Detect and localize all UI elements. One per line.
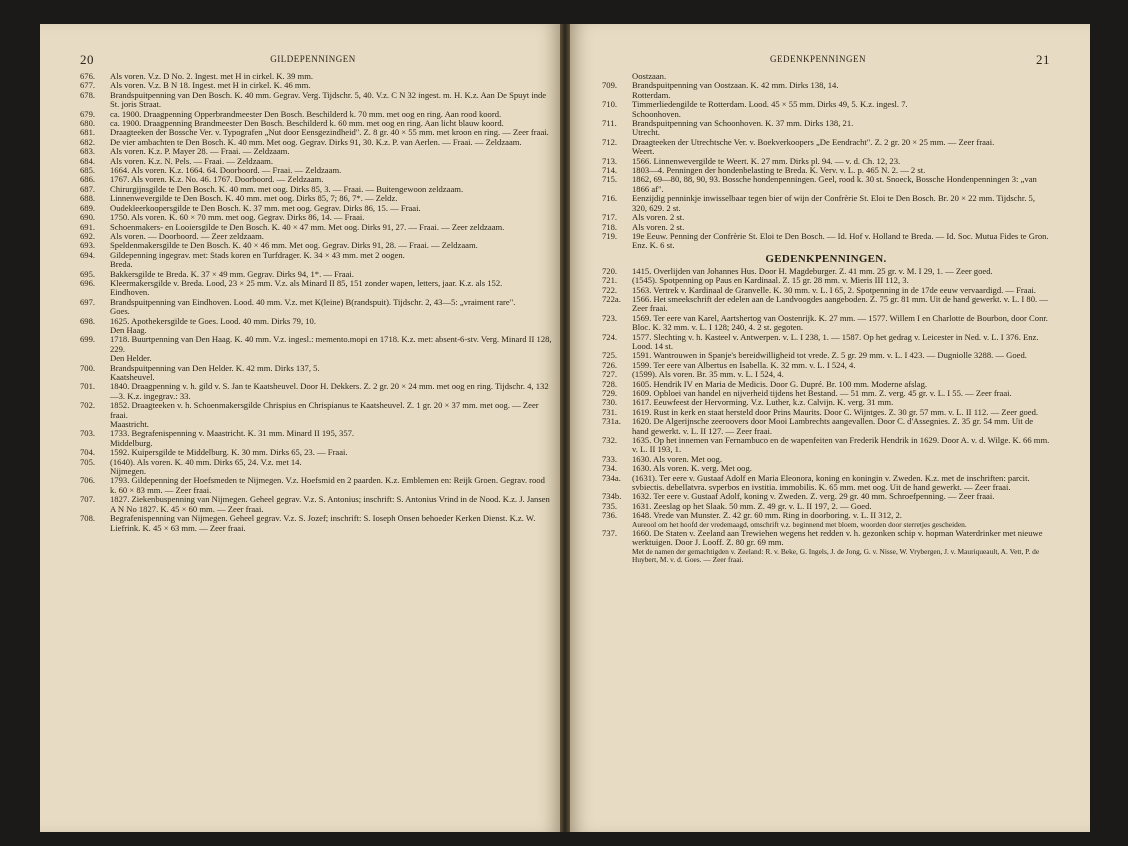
entry-text: 1566. Het smeekschrift der edelen aan de Landvoogdes aangeboden. Z. 75 gr. 81 mm. Uit de hand gewerkt. v. L. I 80. — Zeer fraai.	[632, 293, 1048, 314]
entry-number: 684.	[80, 155, 96, 166]
entry-number: 724.	[602, 331, 618, 342]
entry-number: 691.	[80, 221, 96, 232]
entry-number: 681.	[80, 127, 96, 138]
entry-text: 1840. Draagpenning v. h. gild v. S. Jan te Kaatsheuvel. Door H. Dekkers. Z. 2 gr. 20 × 24 mm. met oog en ring. Tijdschr. 4, 132—3. K.z. ingegrav.: 33.	[110, 381, 549, 401]
entry-text: Chirurgijnsgilde te Den Bosch. K. 40 mm. met oog. Dirks 85, 3. — Fraai. — Buitengewoon zeldzaam.	[110, 183, 464, 194]
entry-text: 1605. Hendrik IV en Maria de Medicis. Door G. Dupré. Br. 100 mm. Moderne afslag.	[632, 378, 928, 389]
entry-text: 1827. Ziekenbuspenning van Nijmegen. Geheel gegrav. V.z. S. Antonius; inschrift: S. Antonius Vrind in de Nood. K.z. J. Jansen A N No 1827. K. 45 × 60 mm. — Zeer fraai.	[110, 494, 550, 514]
entry-text: De vier ambachten te Den Bosch. K. 40 mm. Met oog. Gegrav. Dirks 91, 30. K.z. P. van Aerlen. — Fraai. — Zeldzaam.	[110, 136, 522, 147]
entry-text: 1577. Slechting v. h. Kasteel v. Antwerpen. v. L. I 238, 1. — 1587. Op het gedrag v. Leicester in Ned. v. L. I 376. Enz. Lood. 14 st.	[632, 331, 1039, 351]
place-heading: Den Haag.	[110, 324, 147, 335]
entry-text: 1619. Rust in kerk en staat hersteld door Prins Maurits. Door C. Wijntges. Z. 30 gr. 57 mm. v. L. II 112. — Zeer goed.	[632, 406, 1039, 417]
place-heading: Rotterdam.	[632, 89, 671, 100]
catalog-entry	[602, 138, 1050, 147]
catalog-entry	[602, 333, 1050, 352]
entry-number: 722a.	[602, 293, 621, 304]
entry-number: 695.	[80, 268, 96, 279]
catalog-entry	[602, 295, 1050, 314]
entry-text: 1648. Vrede van Munster. Z. 42 gr. 60 mm. Ring in doorboring. v. L. II 312, 2.	[632, 510, 902, 521]
place-heading: Oostzaan.	[632, 71, 667, 81]
entry-number: 722.	[602, 284, 618, 295]
left-running-title: GILDEPENNINGEN	[270, 54, 356, 64]
place-heading: Kaatsheuvel.	[110, 372, 155, 382]
entry-text: Speldenmakersgilde te Den Bosch. K. 40 × 46 mm. Met oog. Gegrav. Dirks 91, 28. — Fraai. — Zeldzaam.	[110, 240, 478, 251]
catalog-entry	[80, 382, 552, 401]
entry-number: 718.	[602, 221, 618, 232]
entry-number: 711.	[602, 118, 617, 129]
entry-text: Draagteeken der Utrechtsche Ver. v. Boekverkoopers „De Eendracht". Z. 2 gr. 20 × 25 mm. — Zeer fraai.	[632, 136, 995, 147]
entry-number: 734b.	[602, 491, 622, 502]
entry-text: Als voren. — Doorboord. — Zeer zeldzaam.	[110, 230, 264, 241]
entry-text: Timmerliedengilde te Rotterdam. Lood. 45 × 55 mm. Dirks 49, 5. K.z. ingesl. 7.	[632, 99, 908, 110]
entry-text: Eenzijdig penninkje inwisselbaar tegen bier of wijn der Confrèrie St. Eloi te Den Bosch. Br. 20 × 22 mm. Tijdschr. 5, 320, 629. 2 st.	[632, 193, 1035, 213]
entry-text: Als voren. K.z. P. Mayer 28. — Fraai. — Zeldzaam.	[110, 146, 290, 157]
entry-text: 1793. Gildepenning der Hoefsmeden te Nijmegen. V.z. Hoefsmid en 2 paarden. K.z. Emblemen en: Reijk Groen. Gegrav. rood k. 60 × 83 mm. — Zeer fraai.	[110, 475, 545, 495]
entry-number: 721.	[602, 275, 618, 286]
catalog-entry	[602, 81, 1050, 90]
entry-number: 705.	[80, 456, 96, 467]
entry-number: 703.	[80, 428, 96, 439]
entry-text: Brandspuitpenning van Eindhoven. Lood. 40 mm. V.z. met K(leine) B(randspuit). Tijdschr. 2, 43—5: „vraiment rare".	[110, 296, 516, 307]
entry-number: 710.	[602, 99, 618, 110]
entry-number: 730.	[602, 397, 618, 408]
entry-text: ca. 1900. Draagpenning Opperbrandmeester Den Bosch. Beschilderd k. 70 mm. met oog en ring. Aan rood koord.	[110, 108, 502, 119]
entry-text: 1631. Zeeslag op het Slaak. 50 mm. Z. 49 gr. v. L. II 197, 2. — Goed.	[632, 500, 872, 511]
entry-number: 715.	[602, 174, 618, 185]
entry-number: 708.	[80, 513, 96, 524]
entry-text: Kleermakersgilde v. Breda. Lood, 23 × 25 mm. V.z. als Minard II 85, 151 zonder wapen, letters, jaar. K.z. als 152.	[110, 277, 503, 288]
catalog-entry	[602, 100, 1050, 109]
left-page	[40, 24, 560, 832]
entry-number: 726.	[602, 359, 618, 370]
entry-number: 714.	[602, 165, 618, 176]
entry-number: 712.	[602, 136, 618, 147]
place-heading: Utrecht.	[632, 127, 660, 138]
entry-text: 1599. Ter eere van Albertus en Isabella. K. 32 mm. v. L. I 524, 4.	[632, 359, 856, 370]
entry-number: 713.	[602, 155, 618, 166]
entry-number: 720.	[602, 265, 618, 276]
right-page-body	[602, 72, 1050, 826]
catalog-entry	[602, 119, 1050, 128]
catalog-entry	[602, 175, 1050, 194]
entry-number: 737.	[602, 527, 618, 538]
entry-text: 1750. Als voren. K. 60 × 70 mm. met oog. Gegrav. Dirks 86, 14. — Fraai.	[110, 212, 365, 223]
entry-text: 1592. Kuipersgilde te Middelburg. K. 30 mm. Dirks 65, 23. — Fraai.	[110, 447, 348, 458]
catalog-entry	[602, 511, 1050, 529]
entry-text: 1862, 69—80, 88, 90, 93. Bossche hondenpenningen. Geel, rood k. 30 st. Snoeck, Bossche Hondenpenningen 3: „van 1866 af".	[632, 174, 1037, 194]
entry-number: 723.	[602, 312, 618, 323]
entry-number: 698.	[80, 315, 96, 326]
entry-text: Als voren. K.z. N. Pels. — Fraai. — Zeldzaam.	[110, 155, 274, 166]
entry-text: 1803—4. Penningen der hondenbelasting te Breda. K. Verv. v. L. p. 465 N. 2. — 2 st.	[632, 165, 926, 176]
entry-text: 1617. Eeuwfeest der Hervorming. V.z. Luther, k.z. Calvijn. K. verg. 31 mm.	[632, 397, 894, 408]
entry-number: 729.	[602, 388, 618, 398]
entry-text: Als voren. V.z. B N 18. Ingest. met H in cirkel. K. 46 mm.	[110, 80, 311, 91]
catalog-entry	[602, 436, 1050, 455]
catalog-entry	[602, 194, 1050, 213]
entry-text: 1718. Buurtpenning van Den Haag. K. 40 mm. V.z. ingesl.: memento.mopi en 1718. K.z. met: absent-6-stv. Verg. Minard II 128, 229.	[110, 334, 552, 354]
entry-number: 696.	[80, 277, 96, 288]
section-heading: GEDENKPENNINGEN.	[765, 252, 887, 265]
entry-text: 1630. Als voren. Met oog.	[632, 453, 722, 464]
entry-text: Schoenmakers- en Looiersgilde te Den Bosch. K. 40 × 47 mm. Met oog. Dirks 91, 27. — Fraai. — Zeer zeldzaam.	[110, 221, 505, 232]
entry-number: 686.	[80, 174, 96, 185]
entry-number: 702.	[80, 400, 96, 411]
entry-number: 694.	[80, 249, 96, 260]
right-page-header	[586, 54, 1050, 68]
catalog-entry	[80, 514, 552, 533]
catalog-entry	[80, 251, 552, 260]
catalog-entry	[602, 314, 1050, 333]
entry-text: Bakkersgilde te Breda. K. 37 × 49 mm. Gegrav. Dirks 94, 1*. — Fraai.	[110, 268, 354, 279]
entry-number: 700.	[80, 362, 96, 373]
entry-text: 1852. Draagteeken v. h. Schoenmakersgilde Chrispius en Chrispianus te Kaatsheuvel. Z. 1 gr. 20 × 37 mm. met oog. — Zeer fraai.	[110, 400, 539, 420]
catalog-entry	[80, 317, 552, 326]
entry-number: 679.	[80, 108, 96, 119]
catalog-entry	[80, 429, 552, 438]
entry-number: 706.	[80, 475, 96, 486]
entry-number: 731.	[602, 406, 618, 417]
entry-text: (1545). Spotpenning op Paus en Kardinaal. Z. 15 gr. 28 mm. v. Mieris III 112, 3.	[632, 275, 909, 286]
catalog-entry	[602, 474, 1050, 493]
catalog-entry	[80, 401, 552, 420]
entry-number: 736.	[602, 510, 618, 521]
left-page-number: 20	[80, 52, 94, 67]
entry-number: 687.	[80, 183, 96, 194]
entry-text: Brandspuitpenning van Oostzaan. K. 42 mm. Dirks 138, 14.	[632, 80, 839, 91]
entry-text: Brandspuitpenning van Den Bosch. K. 40 mm. Gegrav. Verg. Tijdschr. 5, 40. V.z. C N 32 ingest. m. H. K.z. Aan De Spuyt inde St. joris Straat.	[110, 89, 547, 110]
entry-text: Brandspuitpenning van Den Helder. K. 42 mm. Dirks 137, 5.	[110, 362, 320, 373]
entry-number: 685.	[80, 165, 96, 176]
entry-text: 1563. Vertrek v. Kardinaal de Granvelle. K. 30 mm. v. L. I 65, 2. Spotpenning in de 17de eeuw vervaardigd. — Fraai.	[632, 284, 1036, 295]
entry-number: 677.	[80, 80, 96, 91]
catalog-entry	[602, 417, 1050, 436]
entry-number: 704.	[80, 447, 96, 458]
entry-number: 683.	[80, 146, 96, 157]
entry-text: Brandspuitpenning van Schoonhoven. K. 37 mm. Dirks 138, 21.	[632, 118, 854, 129]
entry-text: Gildepenning ingegrav. met: Stads koren en Turfdrager. K. 34 × 43 mm. met 2 oogen.	[110, 249, 405, 260]
entry-text: Als voren. V.z. D No. 2. Ingest. met H in cirkel. K. 39 mm.	[110, 71, 314, 81]
entry-number: 725.	[602, 350, 618, 361]
entry-number: 727.	[602, 369, 618, 380]
catalog-entry	[80, 458, 552, 467]
left-page-header	[80, 54, 546, 68]
entry-text: 1660. De Staten v. Zeeland aan Trewiehen wegens het redden v. h. gezonken schip v. hopman Waterdrinker met nieuwe werktuigen. Door J. Looff. Z. 80 gr. 69 mm.	[632, 527, 1043, 548]
entry-number: 678.	[80, 89, 96, 100]
entry-text: (1631). Ter eere v. Gustaaf Adolf en Maria Eleonora, koning en koningin v. Zweden. K.z. met de inschriften: parcit. svbiectis. debellatvra. svperbos en ivstitia. immobilis. K. 65 mm. met oog. Uit de hand gewerkt. — Zeer fraai.	[632, 472, 1030, 493]
entry-note: Met de namen der gemachtigden v. Zeeland: R. v. Beke, G. Ingels, J. de Jong, G. v. Nisse, W. Vrybergen, J. v. Mauriqueault, A. Vett, P. de Huybert, M. v. d. Goes. — Zeer fraai.	[632, 546, 1040, 564]
entry-number: 716.	[602, 193, 618, 204]
place-heading: Middelburg.	[110, 437, 153, 448]
entry-number: 733.	[602, 453, 618, 464]
entry-number: 697.	[80, 296, 96, 307]
entry-number: 701.	[80, 381, 96, 392]
entry-text: 1733. Begrafenispenning v. Maastricht. K. 31 mm. Minard II 195, 357.	[110, 428, 355, 439]
entry-text: 1767. Als voren. K.z. No. 46. 1767. Doorboord. — Zeldzaam.	[110, 174, 324, 185]
entry-number: 728.	[602, 378, 618, 389]
entry-text: Linnenwevergilde te Den Bosch. K. 40 mm. met oog. Dirks 85, 7; 86, 7*. — Zeldz.	[110, 193, 398, 204]
right-page	[570, 24, 1090, 832]
entry-text: 1625. Apothekersgilde te Goes. Lood. 40 mm. Dirks 79, 10.	[110, 315, 316, 326]
entry-number: 735.	[602, 500, 618, 511]
entry-number: 682.	[80, 136, 96, 147]
entry-note: Aureool om het hoofd der vredemaagd, omschrift v.z. beginnend met bloem, woorden door sterretjes gescheiden.	[632, 519, 967, 529]
entry-text: 1415. Overlijden van Johannes Hus. Door H. Magdeburger. Z. 41 mm. 25 gr. v. M. I 29, 1. — Zeer goed.	[632, 265, 993, 276]
entry-number: 690.	[80, 212, 96, 223]
place-heading: Weert.	[632, 146, 655, 157]
entry-text: 1569. Ter eere van Karel, Aartshertog van Oostenrijk. K. 27 mm. — 1577. Willem I en Charlotte de Bourbon, door Conr. Bloc. K. 32 mm. v. L. I 128; 240, 4. 2 st. gegoten.	[632, 312, 1048, 333]
entry-number: 693.	[80, 240, 96, 251]
entry-text: Als voren. 2 st.	[632, 212, 685, 223]
entry-text: 19e Eeuw. Penning der Confrèrie St. Eloi te Den Bosch. — Id. Hof v. Holland te Breda. — Id. Soc. Mutua Fides te Gron. Enz. K. 6 st.	[632, 230, 1049, 251]
entry-text: Begrafenispenning van Nijmegen. Geheel gegrav. V.z. S. Jozef; inschrift: S. Ioseph Onsen behoeder Kerken Dienst. K.z. W. Liefrink. K. 45 × 63 mm. — Zeer fraai.	[110, 513, 536, 533]
place-heading: Maastricht.	[110, 419, 149, 430]
place-heading: Goes.	[110, 306, 130, 317]
catalog-entry	[602, 529, 1050, 564]
catalog-entry	[602, 232, 1050, 251]
catalog-entry	[80, 495, 552, 514]
entry-number: 734.	[602, 463, 618, 474]
catalog-entry	[80, 91, 552, 110]
entry-number: 680.	[80, 118, 96, 129]
place-heading: Eindhoven.	[110, 287, 150, 298]
entry-text: 1591. Wantrouwen in Spanje's bereidwilligheid tot vrede. Z. 5 gr. 29 mm. v. L. I 423. — Dugniolle 3288. — Goed.	[632, 350, 1027, 361]
right-page-number: 21	[1036, 52, 1050, 67]
entry-number: 732.	[602, 435, 618, 446]
catalog-entry	[80, 279, 552, 288]
entry-text: Oudekleerkoopersgilde te Den Bosch. K. 37 mm. met oog. Gegrav. Dirks 86, 15. — Fraai.	[110, 202, 421, 213]
catalog-entry	[80, 476, 552, 495]
catalog-entry	[80, 364, 552, 373]
entry-text: (1599). Als voren. Br. 35 mm. v. L. I 524, 4.	[632, 369, 784, 380]
entry-text: 1620. De Algerijnsche zeeroovers door Mooi Lambrechts aangevallen. Door C. d'Assegnies. Z. 35 gr. 54 mm. Uit de hand gewerkt. v. L. II 127. — Zeer fraai.	[632, 416, 1034, 436]
place-heading: Schoonhoven.	[632, 108, 681, 119]
entry-text: 1630. Als voren. K. verg. Met oog.	[632, 463, 752, 474]
entry-number: 709.	[602, 80, 618, 91]
entry-text: 1609. Opbloei van handel en nijverheid tijdens het Bestand. — 51 mm. Z. verg. 45 gr. v. L. I 55. — Zeer fraai.	[632, 388, 1012, 398]
entry-number: 734a.	[602, 472, 621, 483]
entry-text: Als voren. 2 st.	[632, 221, 685, 232]
left-page-body	[80, 72, 552, 826]
entry-number: 676.	[80, 71, 96, 81]
entry-text: ca. 1900. Draagpenning Brandmeester Den Bosch. Beschilderd k. 60 mm. met oog en ring. Aan licht blauw koord.	[110, 118, 504, 129]
entry-text: (1640). Als voren. K. 40 mm. Dirks 65, 24. V.z. met 14.	[110, 456, 302, 467]
entry-number: 717.	[602, 212, 618, 223]
place-heading: Nijmegen.	[110, 466, 147, 477]
entry-number: 699.	[80, 334, 96, 345]
right-running-title: GEDENKPENNINGEN	[770, 54, 866, 64]
entry-number: 707.	[80, 494, 96, 505]
entry-text: 1635. Op het innemen van Fernambuco en de wapenfeiten van Frederik Hendrik in 1629. Door A. v. d. Wilge. K. 66 mm. v. L. II 193, 1.	[632, 435, 1050, 455]
catalog-entry	[80, 298, 552, 307]
entry-number: 692.	[80, 230, 96, 241]
entry-number: 719.	[602, 230, 618, 241]
book-gutter	[560, 24, 570, 832]
entry-text: Draagteeken der Bossche Ver. v. Typografen „Nut door Eensgezindheid". Z. 8 gr. 40 × 55 mm. met kroon en ring. — Zeer fraai.	[110, 127, 549, 138]
catalog-entry	[80, 335, 552, 354]
entry-number: 731a.	[602, 416, 621, 427]
entry-text: 1566. Linnenwevergilde te Weert. K. 27 mm. Dirks pl. 94. — v. d. Ch. 12, 23.	[632, 155, 901, 166]
entry-text: 1632. Ter eere v. Gustaaf Adolf, koning v. Zweden. Z. verg. 29 gr. 40 mm. Schroefpenning. — Zeer fraai.	[632, 491, 995, 502]
entry-text: 1664. Als voren. K.z. 1664. 64. Doorboord. — Fraai. — Zeldzaam.	[110, 165, 342, 176]
place-heading: Breda.	[110, 259, 133, 270]
entry-number: 689.	[80, 202, 96, 213]
place-heading: Den Helder.	[110, 353, 152, 364]
entry-number: 688.	[80, 193, 96, 204]
